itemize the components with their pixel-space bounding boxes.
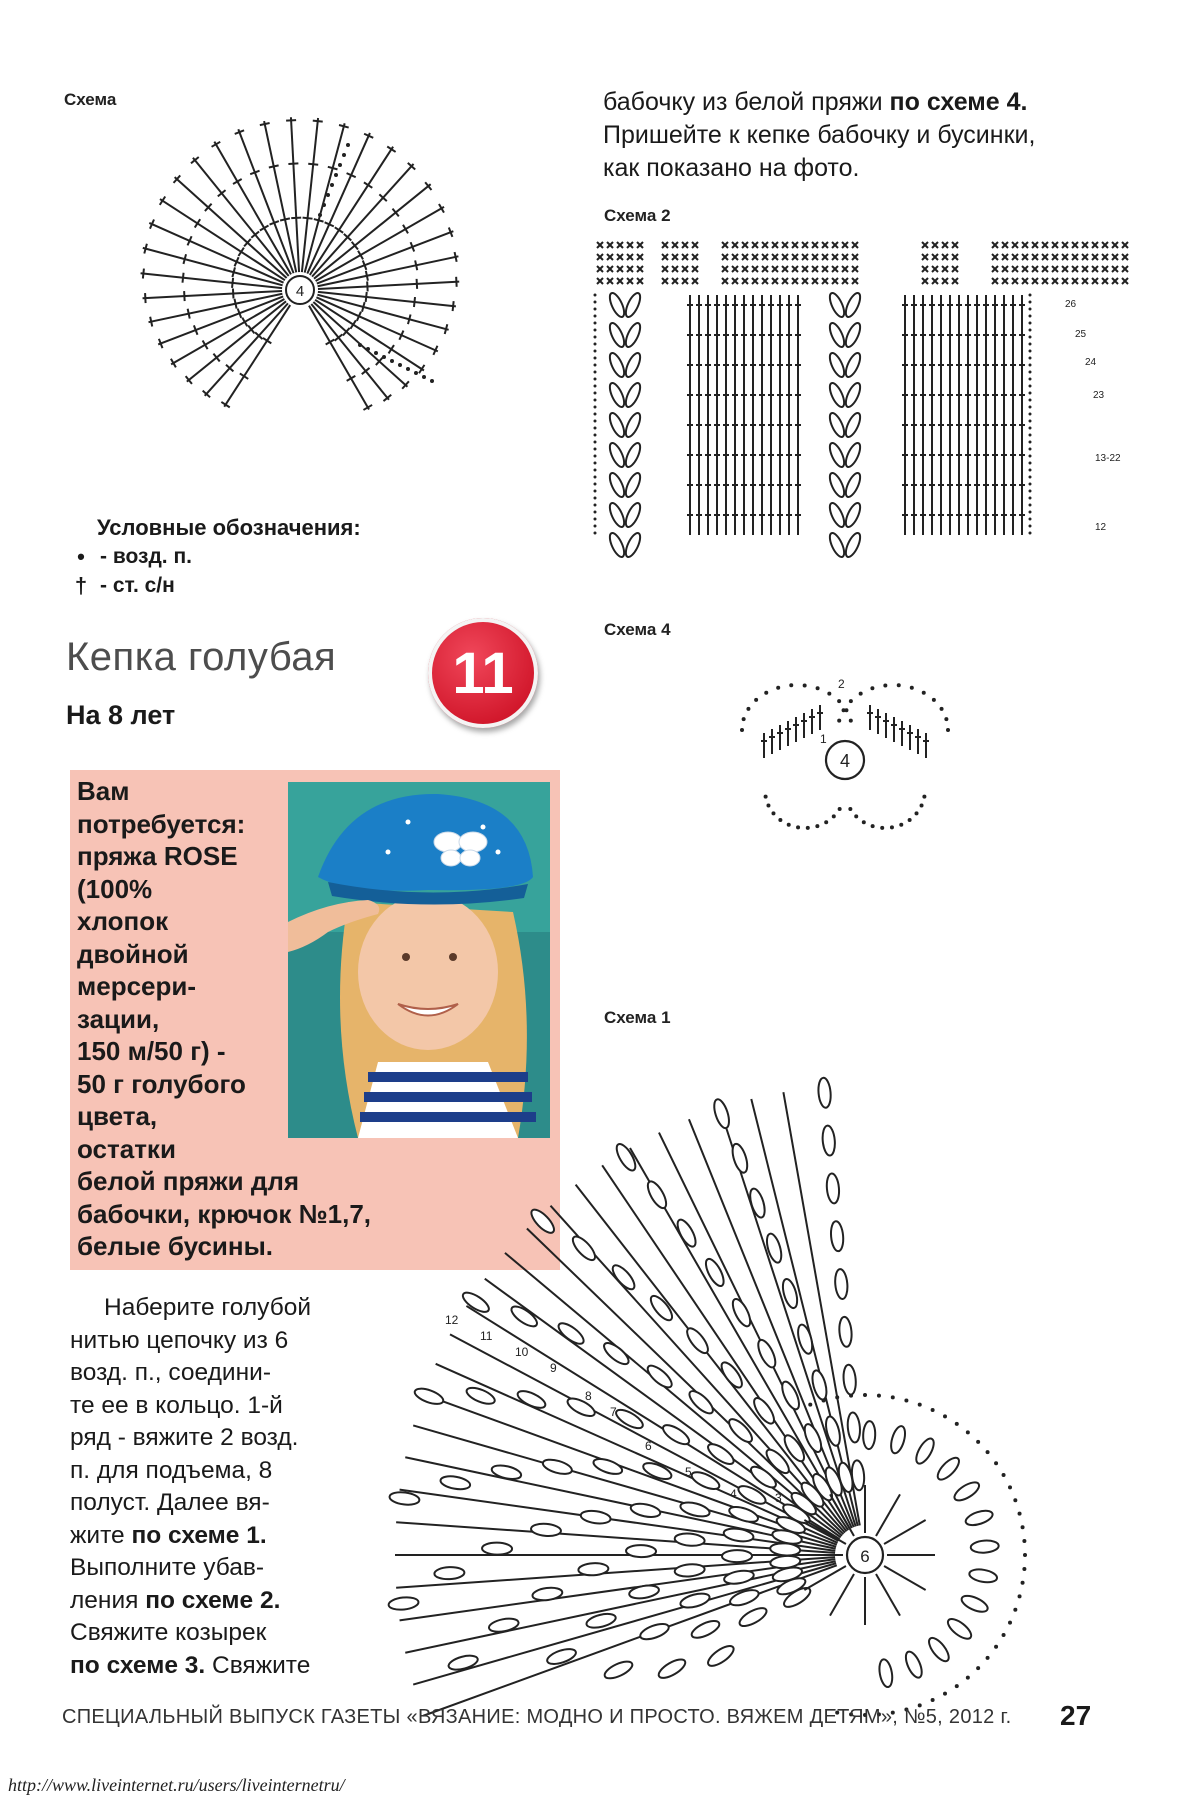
article-subtitle: На 8 лет [66,700,176,730]
instructions-line: ления [70,1586,146,1614]
scheme2-row-12: 12 [1095,522,1107,533]
intro-top-text [603,86,1123,185]
scheme4-label: Схема 4 [604,620,671,639]
watermark-url: http://www.liveinternet.ru/users/liveinternetru/ [8,1775,345,1795]
instructions-line: Свяжите козырек [70,1619,267,1646]
scheme1-row-label: 3 [775,1491,782,1505]
scheme1-label: Схема 1 [604,1008,671,1027]
materials-line: бабочки, крючок №1,7, [77,1198,372,1229]
intro-line3: как показано на фото. [603,154,860,182]
instructions-line: полуст. Далее вя- [70,1489,270,1516]
scheme2-diagram [595,235,1121,545]
instructions-line: те ее в кольцо. 1-й [70,1391,283,1419]
scheme2-row-25: 25 [1075,329,1087,340]
instructions-line: ряд - вяжите 2 возд. [70,1424,299,1451]
instructions-line: Выполните убав- [70,1554,264,1581]
instructions-line: жите [70,1521,132,1549]
double-crochet-symbol-icon: † [74,573,88,598]
scheme4-row-1: 1 [820,732,827,746]
instructions-bold: по схеме 3. [70,1651,206,1679]
scheme1-row-label: 12 [445,1313,459,1327]
scheme1-row-label: 10 [515,1345,529,1359]
scheme1-center: 6 [860,1547,870,1566]
intro-line2: Пришейте к кепке бабочку и бусинки, [603,121,1036,149]
materials-line: остатки [77,1133,176,1164]
scheme4-row-2: 2 [838,677,845,691]
scheme1-row-label: 8 [585,1389,592,1403]
instructions-line: Наберите голубой [104,1294,312,1321]
article-title: Кепка голубая [66,635,337,679]
materials-line: белые бусины. [77,1231,274,1261]
scheme1-row-label: 7 [610,1405,617,1419]
materials-line: (100% [77,873,153,904]
scheme4-center: 4 [839,751,851,771]
scheme1-diagram [345,1030,1125,1690]
legend-dc [70,573,175,599]
materials-line: 150 м/50 г) - [77,1036,226,1066]
scheme1-row-label: 5 [685,1465,692,1479]
materials-line: 50 г голубого [77,1068,246,1099]
scheme1-row-label: 9 [550,1361,557,1375]
legend-chain-text: - возд. п. [100,545,192,568]
materials-line: мерсери- [77,971,197,1001]
materials-line: зации, [77,1003,160,1034]
scheme-top-label: Схема [64,90,117,109]
materials-line: хлопок [77,906,169,936]
legend-title: Условные обозначения: [97,515,361,540]
scheme1-row-label: 11 [480,1329,493,1343]
page-number: 27 [1060,1700,1092,1731]
scheme2-row-26: 26 [1065,299,1077,310]
instructions-line: Свяжите [205,1651,311,1679]
legend-dc-text: - ст. с/н [100,574,175,597]
instructions-bold: по схеме 1. [131,1521,267,1549]
instructions-line: нитью цепочку из 6 [70,1326,289,1354]
materials-line: Вам [77,776,130,806]
scheme2-row-24: 24 [1085,357,1097,368]
materials-line: двойной [77,938,189,969]
materials-line: цвета, [77,1101,158,1131]
materials-line: пряжа ROSE [77,841,238,871]
instructions-line: п. для подъема, 8 [70,1456,273,1484]
scheme1-row-label: 6 [645,1439,652,1453]
intro-line1-bold: по схеме 4. [889,88,1028,116]
scheme4-diagram [740,660,950,840]
scheme-top-center: 4 [295,283,305,300]
intro-line1: бабочку из белой пряжи [603,88,890,116]
article-number-badge: 11 [428,618,538,728]
scheme1-row-label: 4 [730,1487,737,1501]
chain-symbol-icon: • [77,544,85,569]
scheme-top-diagram [100,95,490,485]
legend-chain [70,544,192,570]
materials-line: потребуется: [77,808,246,839]
scheme2-row-23: 23 [1093,390,1105,401]
scheme2-row-13-22: 13-22 [1095,453,1121,464]
materials-line: белой пряжи для [77,1166,300,1196]
scheme2-label: Схема 2 [604,206,671,225]
instructions-text [70,1292,370,1682]
footer-publication: СПЕЦИАЛЬНЫЙ ВЫПУСК ГАЗЕТЫ «ВЯЗАНИЕ: МОДНО И ПРОСТО. ВЯЖЕМ ДЕТЯМ», №5, 2012 г. [62,1706,1012,1728]
instructions-bold: по схеме 2. [145,1586,281,1614]
instructions-line: возд. п., соедини- [70,1359,271,1386]
